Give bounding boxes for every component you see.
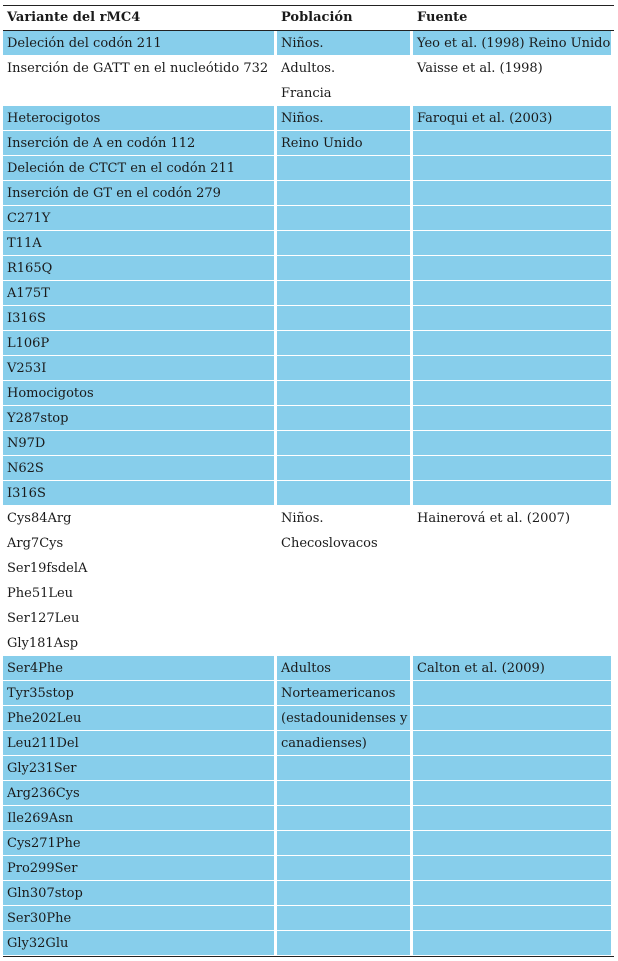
population-cell: Adultos. (277, 56, 410, 81)
variant-cell: I316S (3, 306, 274, 331)
table-row (3, 306, 614, 331)
variant-cell: I316S (3, 481, 274, 506)
source-cell (413, 131, 611, 156)
source-cell: Yeo et al. (1998) Reino Unido (413, 31, 611, 56)
source-cell (413, 456, 611, 481)
population-cell (277, 781, 410, 806)
variant-cell: Ser30Phe (3, 906, 274, 931)
variant-cell: Inserción de GT en el codón 279 (3, 181, 274, 206)
table-row (3, 406, 614, 431)
table-row (3, 881, 614, 906)
table-row (3, 706, 614, 731)
population-cell: Niños. (277, 31, 410, 56)
source-cell (413, 931, 611, 956)
table-row (3, 806, 614, 831)
population-cell (277, 581, 410, 606)
variant-cell: Ser19fsdelA (3, 556, 274, 581)
population-cell: Niños. (277, 106, 410, 131)
population-cell: Reino Unido (277, 131, 410, 156)
variant-cell: Gln307stop (3, 881, 274, 906)
variant-cell: T11A (3, 231, 274, 256)
source-cell: Calton et al. (2009) (413, 656, 611, 681)
variant-cell: Homocigotos (3, 381, 274, 406)
variant-cell: Gly231Ser (3, 756, 274, 781)
source-cell (413, 906, 611, 931)
population-cell: Niños. (277, 506, 410, 531)
table-row (3, 56, 614, 81)
source-cell (413, 731, 611, 756)
variant-cell: Arg7Cys (3, 531, 274, 556)
source-cell (413, 381, 611, 406)
population-cell: Checoslovacos (277, 531, 410, 556)
table-row (3, 781, 614, 806)
header-source: Fuente (417, 10, 468, 25)
variant-cell: Heterocigotos (3, 106, 274, 131)
table-row (3, 206, 614, 231)
variant-cell: Ile269Asn (3, 806, 274, 831)
population-cell (277, 481, 410, 506)
population-cell: Norteamericanos (277, 681, 410, 706)
source-cell (413, 306, 611, 331)
table-row (3, 281, 614, 306)
source-cell (413, 681, 611, 706)
population-cell (277, 806, 410, 831)
source-cell (413, 781, 611, 806)
table-row (3, 106, 614, 131)
table-row (3, 431, 614, 456)
table-row (3, 581, 614, 606)
variant-cell: Phe51Leu (3, 581, 274, 606)
source-cell (413, 531, 611, 556)
source-cell (413, 256, 611, 281)
population-cell: Adultos (277, 656, 410, 681)
variant-cell: Arg236Cys (3, 781, 274, 806)
table-row (3, 856, 614, 881)
population-cell (277, 256, 410, 281)
table-row (3, 481, 614, 506)
table-row (3, 331, 614, 356)
population-cell (277, 206, 410, 231)
source-cell (413, 156, 611, 181)
source-cell (413, 181, 611, 206)
variant-cell: N62S (3, 456, 274, 481)
population-cell (277, 381, 410, 406)
table-row (3, 506, 614, 531)
table-row (3, 156, 614, 181)
table-row (3, 556, 614, 581)
variant-cell: N97D (3, 431, 274, 456)
population-cell (277, 856, 410, 881)
source-cell (413, 606, 611, 631)
source-cell: Hainerová et al. (2007) (413, 506, 611, 531)
population-cell (277, 331, 410, 356)
source-cell (413, 706, 611, 731)
source-cell (413, 856, 611, 881)
table-row (3, 731, 614, 756)
variant-cell: Gly32Glu (3, 931, 274, 956)
header-population: Población (281, 10, 353, 25)
population-cell (277, 756, 410, 781)
population-cell: (estadounidenses y (277, 706, 410, 731)
table-row (3, 606, 614, 631)
variants-table (3, 5, 614, 956)
source-cell (413, 331, 611, 356)
variant-cell: Cys84Arg (3, 506, 274, 531)
variant-cell: Pro299Ser (3, 856, 274, 881)
variant-cell (3, 81, 274, 106)
population-cell (277, 606, 410, 631)
variant-cell: Tyr35stop (3, 681, 274, 706)
population-cell (277, 556, 410, 581)
table-body (3, 31, 614, 956)
source-cell (413, 431, 611, 456)
population-cell (277, 431, 410, 456)
table-row (3, 906, 614, 931)
population-cell (277, 306, 410, 331)
source-cell (413, 231, 611, 256)
variant-cell: Ser127Leu (3, 606, 274, 631)
table-row (3, 656, 614, 681)
variant-cell: Deleción de CTCT en el codón 211 (3, 156, 274, 181)
variant-cell: L106P (3, 331, 274, 356)
source-cell (413, 206, 611, 231)
population-cell (277, 931, 410, 956)
source-cell (413, 356, 611, 381)
population-cell (277, 831, 410, 856)
population-cell (277, 281, 410, 306)
population-cell (277, 356, 410, 381)
table-bottom-rule (3, 956, 614, 957)
population-cell (277, 231, 410, 256)
variant-cell: Y287stop (3, 406, 274, 431)
source-cell (413, 631, 611, 656)
variant-cell: Leu211Del (3, 731, 274, 756)
table-row (3, 381, 614, 406)
population-cell (277, 406, 410, 431)
source-cell (413, 281, 611, 306)
source-cell: Faroqui et al. (2003) (413, 106, 611, 131)
population-cell (277, 631, 410, 656)
table-row (3, 831, 614, 856)
variant-cell: R165Q (3, 256, 274, 281)
population-cell (277, 906, 410, 931)
population-cell (277, 156, 410, 181)
variant-cell: Cys271Phe (3, 831, 274, 856)
variant-cell: Gly181Asp (3, 631, 274, 656)
source-cell (413, 756, 611, 781)
source-cell (413, 881, 611, 906)
table-row (3, 31, 614, 56)
population-cell (277, 456, 410, 481)
table-row (3, 531, 614, 556)
variant-cell: C271Y (3, 206, 274, 231)
source-cell (413, 481, 611, 506)
population-cell: canadienses) (277, 731, 410, 756)
table-row (3, 681, 614, 706)
header-variant: Variante del rMC4 (7, 10, 141, 25)
source-cell (413, 81, 611, 106)
table-row (3, 756, 614, 781)
source-cell (413, 581, 611, 606)
source-cell (413, 806, 611, 831)
table-row (3, 931, 614, 956)
variant-cell: V253I (3, 356, 274, 381)
table-row (3, 631, 614, 656)
population-cell (277, 881, 410, 906)
table-row (3, 181, 614, 206)
population-cell (277, 181, 410, 206)
variant-cell: Inserción de GATT en el nucleótido 732 (3, 56, 274, 81)
source-cell (413, 831, 611, 856)
table-header (3, 6, 614, 31)
table-row (3, 131, 614, 156)
variant-cell: Inserción de A en codón 112 (3, 131, 274, 156)
source-cell (413, 406, 611, 431)
table-row (3, 456, 614, 481)
table-row (3, 231, 614, 256)
population-cell: Francia (277, 81, 410, 106)
variant-cell: Deleción del codón 211 (3, 31, 274, 56)
variant-cell: Ser4Phe (3, 656, 274, 681)
variant-cell: Phe202Leu (3, 706, 274, 731)
table-row (3, 81, 614, 106)
table-row (3, 256, 614, 281)
source-cell: Vaisse et al. (1998) (413, 56, 611, 81)
variant-cell: A175T (3, 281, 274, 306)
table-row (3, 356, 614, 381)
source-cell (413, 556, 611, 581)
